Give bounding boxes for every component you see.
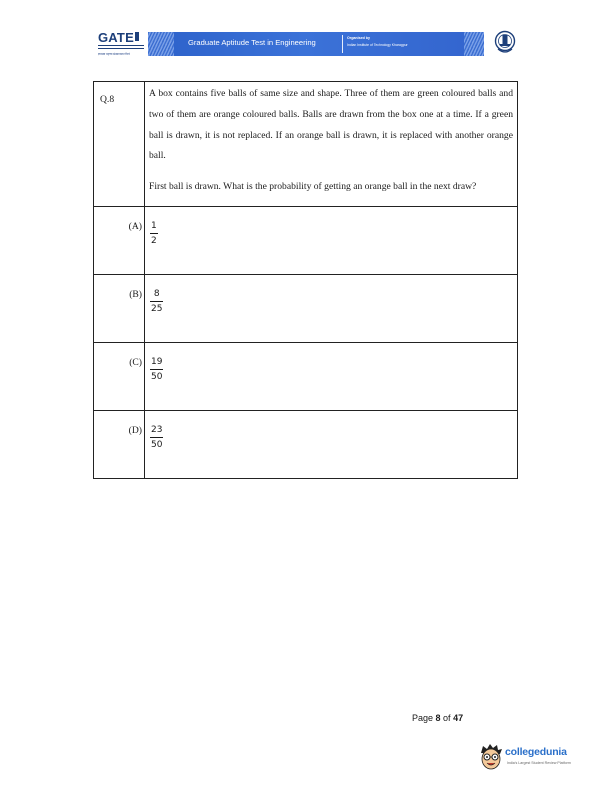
option-label: (C): [94, 342, 145, 410]
page-number: Page 8 of 47: [412, 713, 464, 723]
fraction-numerator: 23: [151, 424, 163, 435]
gate-logo: [96, 30, 146, 60]
collegedunia-logo: [478, 742, 578, 772]
banner-divider: [342, 35, 343, 53]
fraction-denominator: 2: [151, 235, 157, 246]
question-row: [94, 82, 518, 207]
organized-by-label: Organised by: [347, 36, 370, 40]
option-row-b: [94, 274, 518, 342]
fraction-numerator: 1: [151, 220, 157, 231]
brand-name: collegedunia: [505, 746, 567, 758]
page-header: [96, 28, 516, 62]
iit-kharagpur-emblem-icon: [494, 30, 516, 56]
gate-logo-tagline: ज्ञानस्य महत्ता संस्थानस्य गौरवं: [98, 52, 130, 56]
question-paragraph-2: First ball is drawn. What is the probability of getting an orange ball in the next draw?: [149, 181, 477, 193]
gate-logo-text: GATE: [98, 30, 134, 45]
question-number: Q.8: [94, 82, 145, 207]
option-row-a: [94, 206, 518, 274]
fraction-denominator: 25: [151, 303, 163, 314]
mascot-face-icon: [478, 742, 504, 772]
total-pages: 47: [453, 713, 464, 723]
option-a-fraction: [150, 220, 158, 247]
current-page: 8: [435, 713, 441, 723]
banner-title: Graduate Aptitude Test in Engineering: [188, 38, 316, 47]
option-label: (B): [94, 274, 145, 342]
fraction-denominator: 50: [151, 439, 163, 450]
option-row-c: [94, 342, 518, 410]
option-d-fraction: [150, 424, 163, 451]
fraction-numerator: 19: [151, 356, 163, 367]
organizer-name: Indian Institute of Technology Kharagpur: [347, 43, 408, 47]
option-b-fraction: [150, 288, 163, 315]
question-text: [145, 82, 518, 207]
option-label: (A): [94, 206, 145, 274]
option-label: (D): [94, 410, 145, 478]
question-table: [93, 81, 518, 479]
option-row-d: [94, 410, 518, 478]
fraction-numerator: 8: [153, 288, 160, 299]
question-paragraph-1: A box contains five balls of same size and shape. Three of them are green coloured balls and two of them are orange coloured balls. Balls are drawn from the box one at a time. If a green ball is drawn, it is not replaced. If an orange ball is drawn, it is replaced with another orange ball.: [149, 88, 513, 162]
header-banner: [148, 32, 484, 56]
brand-tagline: India's Largest Student Review Platform: [507, 761, 571, 765]
fraction-denominator: 50: [151, 371, 163, 382]
option-c-fraction: [150, 356, 163, 383]
